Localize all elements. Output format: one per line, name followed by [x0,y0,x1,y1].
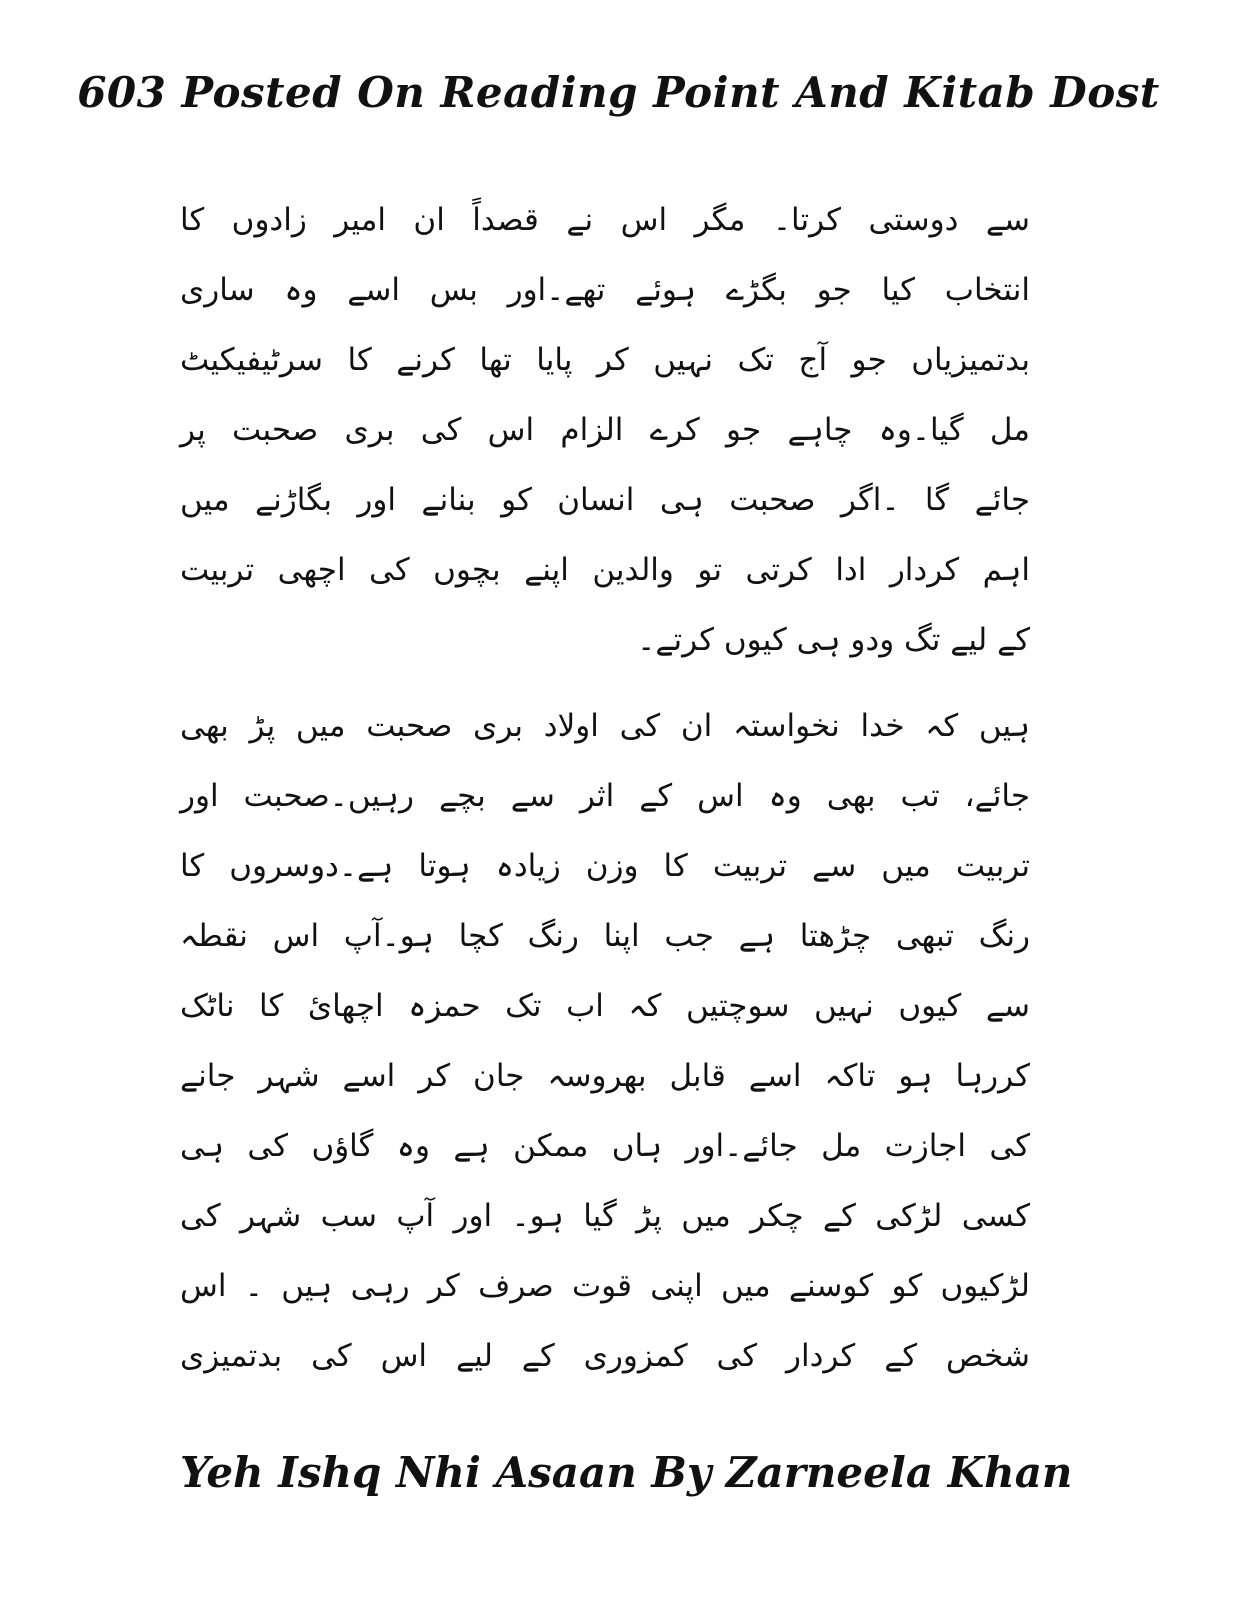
text-line: تربیت میں سے تربیت کا وزن زیادہ ہوتا ہے۔دوسروں کا [180,848,1030,884]
text-line: جائے گا ۔اگر صحبت ہی انسان کو بنانے اور بگاڑنے میں [180,482,1030,518]
paragraph-2 [180,691,1030,1391]
page-footer-title: Yeh Ishq Nhi Asaan By Zarneela Khan [180,1448,1073,1497]
text-line: سے کیوں نہیں سوچتیں کہ اب تک حمزہ اچھائ کا ناٹک [180,988,1030,1024]
body-text [180,185,1030,1391]
text-line: رنگ تبھی چڑھتا ہے جب اپنا رنگ کچا ہو۔آپ اس نقطہ [180,918,1030,954]
text-line: ہیں کہ خدا نخواستہ ان کی اولاد بری صحبت میں پڑ بھی [180,708,1030,744]
text-line: اہم کردار ادا کرتی تو والدین اپنے بچوں کی اچھی تربیت [180,552,1030,588]
text-line: سے دوستی کرتا۔ مگر اس نے قصداً ان امیر زادوں کا [180,202,1030,238]
text-line: کی اجازت مل جائے۔اور ہاں ممکن ہے وہ گاؤں کی ہی [180,1128,1030,1164]
page-header-title: 603 Posted On Reading Point And Kitab Dost [77,68,1160,117]
text-line: انتخاب کیا جو بگڑے ہوئے تھے۔اور بس اسے وہ ساری [180,272,1030,308]
text-line: شخص کے کردار کی کمزوری کے لیے اس کی بدتمیزی [180,1338,1030,1374]
text-line: بدتمیزیاں جو آج تک نہیں کر پایا تھا کرنے کا سرٹیفیکیٹ [180,342,1030,378]
text-line: کسی لڑکی کے چکر میں پڑ گیا ہو۔ اور آپ سب شہر کی [180,1198,1030,1234]
paragraph-1 [180,185,1030,675]
text-line: کررہا ہو تاکہ اسے قابل بھروسہ جان کر اسے شہر جانے [180,1058,1030,1094]
text-line: کے لیے تگ ودو ہی کیوں کرتے۔ [637,622,1030,658]
text-line: جائے، تب بھی وہ اس کے اثر سے بچے رہیں۔صحبت اور [180,778,1030,814]
text-line: مل گیا۔وہ چاہے جو کرے الزام اس کی بری صحبت پر [180,412,1030,448]
text-line: لڑکیوں کو کوسنے میں اپنی قوت صرف کر رہی ہیں ۔ اس [180,1268,1030,1304]
